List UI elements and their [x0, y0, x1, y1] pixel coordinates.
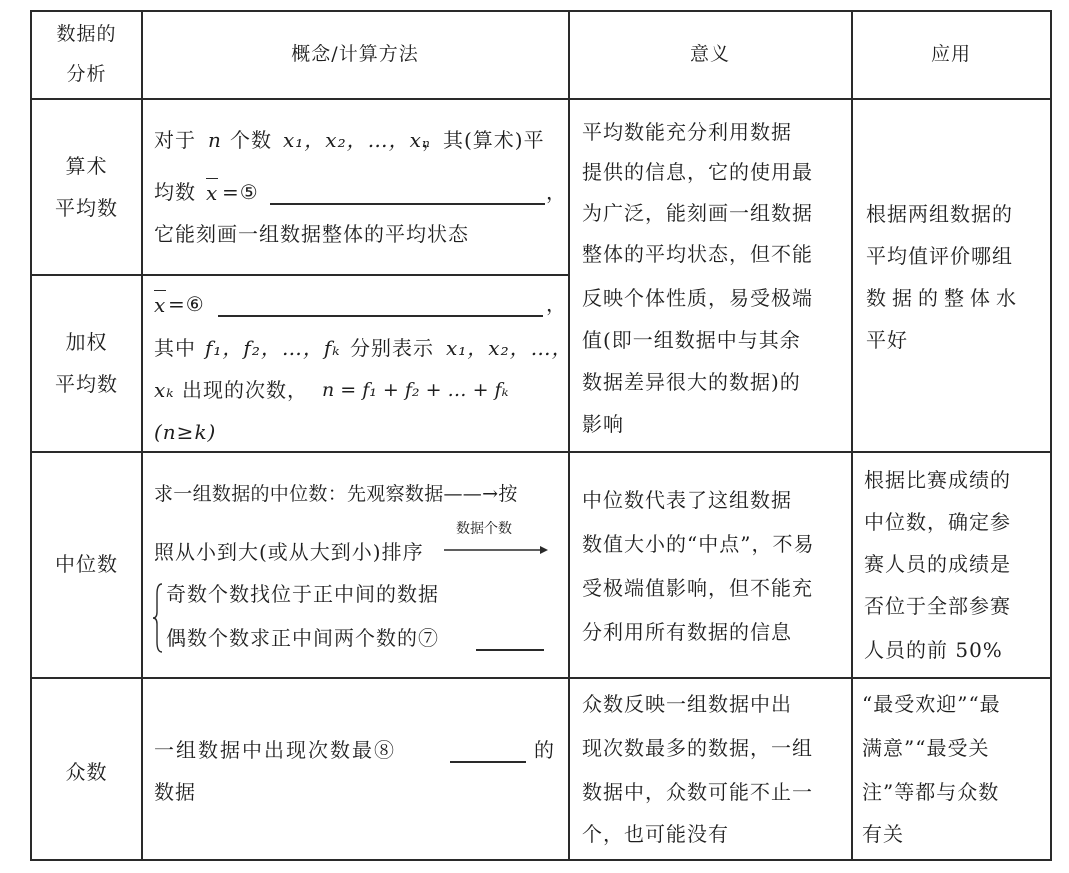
arith-def-line1-b: 个数: [230, 128, 272, 152]
weighted-def-line2-f: f₁，f₂，…，fₖ: [205, 336, 341, 360]
median-meaning-line4: 分利用所有数据的信息: [582, 620, 792, 644]
arith-def-line2-comma: ，: [546, 180, 567, 204]
table-border-bottom: [30, 859, 1052, 861]
mean-app-line4: 平好: [866, 328, 908, 352]
mode-def-line1-a: 一组数据中出现次数最⑧: [154, 738, 396, 762]
median-app-line1: 根据比赛成绩的: [864, 468, 1011, 492]
arith-def-line1-x: x₁，x₂，…，xₙ: [283, 128, 431, 152]
mean-meaning-line6: 值(即一组数据中与其余: [582, 328, 801, 352]
row-divider-median: [30, 677, 1052, 679]
median-meaning-line1: 中位数代表了这组数据: [582, 488, 792, 512]
median-arrow: [444, 544, 548, 556]
median-arrow-label: 数据个数: [456, 521, 512, 537]
median-brace: [152, 582, 164, 654]
col-divider-1: [141, 10, 143, 861]
arith-name-line1: 算术: [65, 154, 108, 178]
col-divider-2: [568, 10, 570, 861]
mean-app-line2: 平均值评价哪组: [866, 244, 1013, 268]
weighted-def-line1-comma: ，: [546, 292, 567, 316]
mode-name: 众数: [65, 760, 108, 784]
weighted-name-line1: 加权: [65, 330, 108, 354]
arith-def-line1-a: 对于: [154, 128, 196, 152]
header-col1-line2: 分析: [66, 63, 107, 85]
weighted-def-line3-a: 出现的次数，: [182, 378, 308, 402]
median-name: 中位数: [55, 552, 118, 576]
header-col2: 概念/计算方法: [291, 43, 419, 65]
weighted-def-line2-x: x₁，x₂，…，: [446, 336, 573, 360]
median-app-line3: 赛人员的成绩是: [864, 552, 1011, 576]
header-col4: 应用: [930, 43, 971, 65]
row-divider-weighted: [30, 451, 1052, 453]
mean-meaning-line7: 数据差异很大的数据)的: [582, 370, 801, 394]
arith-def-line1-n: n: [208, 128, 222, 152]
median-app-line4: 否位于全部参赛: [864, 594, 1011, 618]
mode-meaning-line2: 现次数最多的数据，一组: [582, 736, 813, 760]
table-border-left: [30, 10, 32, 861]
arith-def-line2-b: =⑤: [222, 180, 259, 204]
mode-app-line3: 注”等都与众数: [862, 780, 1000, 804]
table-border-right: [1050, 10, 1052, 861]
weighted-def-line3-eq: n = f₁ + f₂ + … + fₖ: [322, 379, 509, 401]
median-app-line5: 人员的前 50%: [864, 638, 1003, 662]
mode-app-line4: 有关: [862, 822, 904, 846]
weighted-name-line2: 平均数: [55, 372, 118, 396]
mode-app-line1: “最受欢迎”“最: [862, 692, 1001, 716]
median-def-line2: 照从小到大(或从大到小)排序: [154, 540, 424, 564]
mean-meaning-line3: 为广泛，能刻画一组数据: [582, 201, 813, 225]
mode-meaning-line4: 个，也可能没有: [582, 822, 729, 846]
arith-def-line1-c: ，其(算术)平: [422, 128, 545, 152]
blank-5[interactable]: [270, 203, 545, 205]
blank-8[interactable]: [450, 761, 526, 763]
mean-meaning-line1: 平均数能充分利用数据: [582, 120, 792, 144]
mode-meaning-line1: 众数反映一组数据中出: [582, 692, 792, 716]
mean-app-line1: 根据两组数据的: [866, 202, 1013, 226]
mode-meaning-line3: 数据中，众数可能不止一: [582, 780, 813, 804]
median-app-line2: 中位数，确定参: [864, 510, 1011, 534]
table-border-top: [30, 10, 1052, 12]
median-meaning-line3: 受极端值影响，但不能充: [582, 576, 813, 600]
mode-def-line1-b: 的: [534, 738, 555, 762]
weighted-def-line2-b: 分别表示: [350, 336, 434, 360]
mode-app-line2: 满意”“最受关: [862, 736, 990, 760]
weighted-def-line4: (n≥k): [154, 420, 217, 444]
median-meaning-line2: 数值大小的“中点”，不易: [582, 532, 815, 556]
header-col3: 意义: [689, 43, 730, 65]
median-def-line1: 求一组数据的中位数：先观察数据——→按: [154, 483, 518, 505]
arith-mean-symbol: x: [206, 178, 218, 205]
header-col1-line1: 数据的: [56, 23, 117, 45]
weighted-mean-symbol: x: [154, 290, 166, 317]
arith-def-line3: 它能刻画一组数据整体的平均状态: [154, 222, 469, 246]
weighted-def-line1-eq: =⑥: [168, 292, 205, 316]
mean-meaning-line4: 整体的平均状态，但不能: [582, 242, 813, 266]
mean-meaning-line8: 影响: [582, 412, 624, 436]
row-divider-arith: [30, 274, 570, 276]
mean-meaning-line5: 反映个体性质，易受极端: [582, 286, 813, 310]
weighted-def-line2-a: 其中: [154, 336, 196, 360]
mean-meaning-line2: 提供的信息，它的使用最: [582, 160, 813, 184]
col-divider-3: [851, 10, 853, 861]
mean-app-line3: 数据的整体水: [866, 286, 1022, 310]
row-divider-header: [30, 98, 1052, 100]
blank-7[interactable]: [476, 649, 544, 651]
arith-def-line2-a: 均数: [154, 180, 196, 204]
median-def-even: 偶数个数求正中间两个数的⑦: [166, 626, 439, 650]
median-def-odd: 奇数个数找位于正中间的数据: [166, 582, 439, 606]
blank-6[interactable]: [218, 315, 543, 317]
weighted-def-line3-xk: xₖ: [154, 378, 175, 402]
arith-name-line2: 平均数: [55, 196, 118, 220]
mode-def-line2: 数据: [154, 780, 196, 804]
